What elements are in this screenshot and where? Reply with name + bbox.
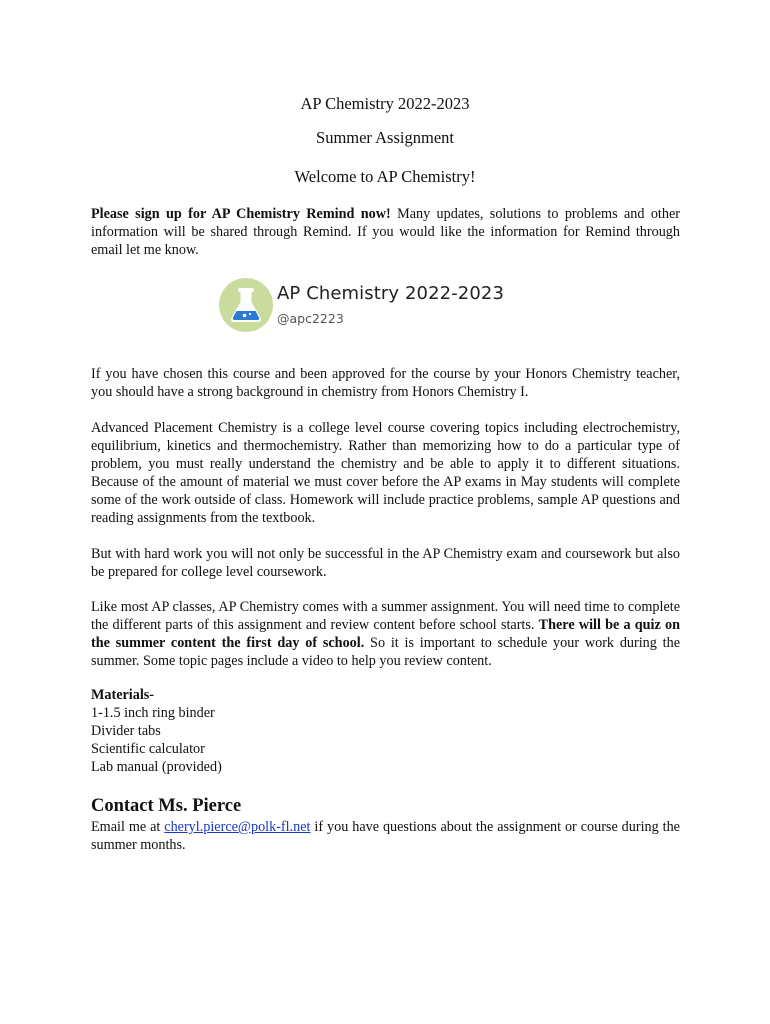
contact-paragraph (91, 818, 680, 854)
quiz-notice: There will be a quiz on the summer content the first day of school. (91, 617, 680, 651)
materials-item: Scientific calculator (91, 741, 205, 757)
remind-class-title: AP Chemistry 2022-2023 (277, 283, 504, 304)
course-title: AP Chemistry 2022-2023 (300, 94, 470, 113)
contact-suffix: if you have questions about the assignment or course during the summer months. (91, 819, 680, 853)
course-description-paragraph: Advanced Placement Chemistry is a college level course covering topics including electrochemistry, equilibrium, kinetics and thermochemistry. Rather than memorizing how to do a particular type of problem, you must really understand the chemistry and be able to apply it to different situations. Because of the amount of material we must cover before the AP exams in May students will complete some of the work outside of class. Homework will include practice problems, sample AP questions and reading assignments from the textbook. (91, 420, 680, 526)
flask-icon (219, 278, 273, 332)
hard-work-paragraph: But with hard work you will not only be successful in the AP Chemistry exam and coursework but also be prepared for college level coursework. (91, 546, 680, 580)
materials-heading: Materials- (91, 687, 155, 703)
assignment-title: Summer Assignment (316, 128, 454, 147)
contact-prefix: Email me at (91, 819, 165, 835)
flask-bubble-small (249, 313, 251, 315)
materials-item: Lab manual (provided) (91, 759, 222, 775)
summer-assignment-paragraph (91, 598, 680, 670)
summer-assignment-text-a: Like most AP classes, AP Chemistry comes with a summer assignment. You will need time to complete the different parts of this assignment and review content before school starts. (91, 599, 680, 633)
email-link[interactable]: cheryl.pierce@polk-fl.net (164, 819, 311, 835)
remind-class-card[interactable] (219, 278, 539, 334)
remind-signup-paragraph (91, 205, 680, 259)
contact-heading: Contact Ms. Pierce (91, 796, 242, 816)
remind-class-handle: @apc2223 (277, 311, 344, 326)
materials-list (91, 686, 680, 776)
materials-item: Divider tabs (91, 723, 161, 739)
materials-item: 1-1.5 inch ring binder (91, 705, 215, 721)
remind-signup-emphasis: Please sign up for AP Chemistry Remind now! (91, 206, 391, 222)
flask-bubble (243, 314, 247, 318)
flask-lip (238, 288, 254, 292)
summer-assignment-text-b: So it is important to schedule your work during the summer. Some topic pages include a video to help you review content. (91, 635, 680, 669)
remind-class-badge (219, 278, 273, 332)
welcome-heading: Welcome to AP Chemistry! (294, 167, 476, 186)
remind-signup-text: Many updates, solutions to problems and other information will be shared through Remind. If you would like the information for Remind through email let me know. (91, 206, 680, 258)
course-approval-paragraph: If you have chosen this course and been approved for the course by your Honors Chemistry teacher, you should have a strong background in chemistry from Honors Chemistry I. (91, 366, 680, 400)
